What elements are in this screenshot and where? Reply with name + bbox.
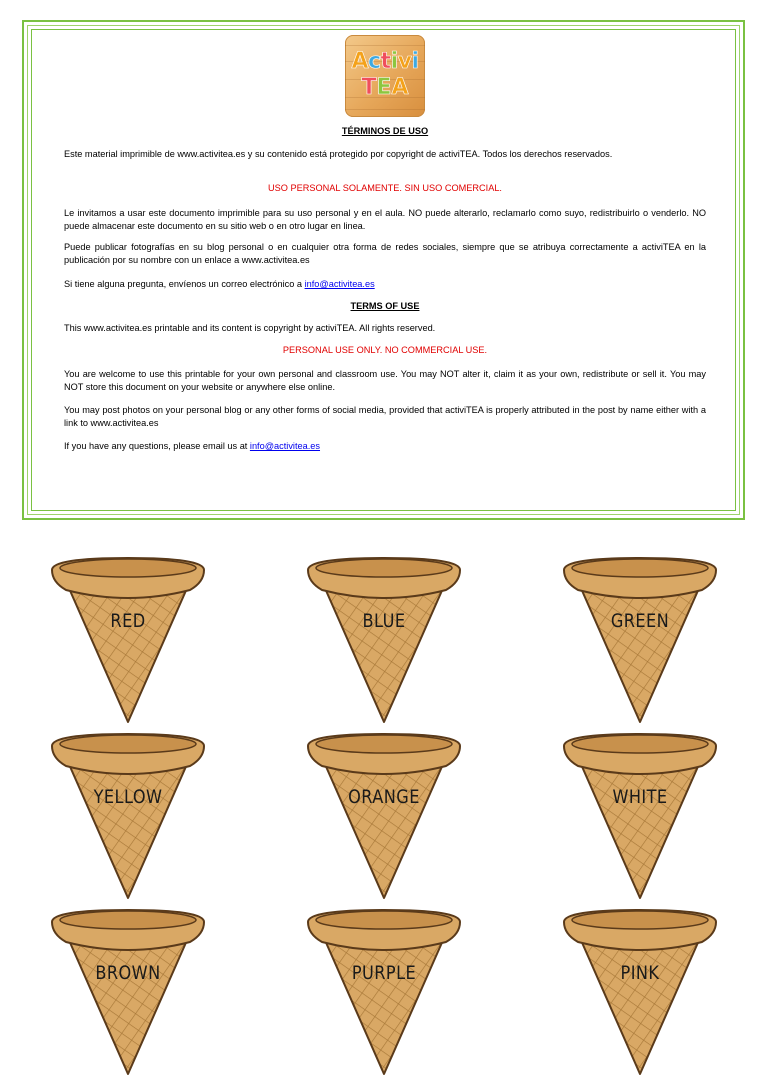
es-paragraph-use: Le invitamos a usar este documento imprimible para su uso personal y en el aula. NO puede alterarlo, reclamarlo como suyo, redistribuirlo o venderlo. NO puede almacenar este documento en su sitio web o en otro lugar en linea. bbox=[64, 208, 706, 231]
en-paragraph-social: You may post photos on your personal blog or any other forms of social media, provided that activiTEA is properly attributed in the post by name either with a link to www.activitea.es bbox=[64, 405, 706, 428]
cone-label: WHITE bbox=[612, 786, 668, 808]
en-paragraph-copyright: This www.activitea.es printable and its content is copyright by activiTEA. All rights reserved. bbox=[64, 323, 436, 333]
cone-label: RED bbox=[110, 610, 146, 632]
es-contact-text: Si tiene alguna pregunta, envíenos un correo electrónico a bbox=[64, 279, 305, 289]
ice-cream-cone-icon bbox=[304, 556, 464, 726]
cone-card-orange bbox=[304, 732, 464, 902]
en-email-link[interactable]: info@activitea.es bbox=[249, 441, 321, 451]
cone-label: YELLOW bbox=[93, 786, 163, 808]
en-contact-text: If you have any questions, please email us at bbox=[64, 441, 250, 451]
cone-card-yellow bbox=[48, 732, 208, 902]
en-heading: TERMS OF USE bbox=[350, 301, 420, 311]
es-heading: TÉRMINOS DE USO bbox=[341, 126, 429, 136]
ice-cream-cone-icon bbox=[560, 908, 720, 1078]
cone-label: PINK bbox=[620, 962, 660, 984]
ice-cream-cone-icon bbox=[304, 908, 464, 1078]
cone-card-pink bbox=[560, 908, 720, 1078]
es-email-link[interactable]: info@activitea.es bbox=[304, 279, 375, 289]
cone-label: ORANGE bbox=[348, 786, 420, 808]
cone-card-red bbox=[48, 556, 208, 726]
es-paragraph-copyright: Este material imprimible de www.activitea.es y su contenido está protegido por copyright de activiTEA. Todos los derechos reservados. bbox=[64, 149, 613, 159]
ice-cream-cone-icon bbox=[48, 732, 208, 902]
es-paragraph-social: Puede publicar fotografías en su blog personal o en cualquier otra forma de redes sociales, siempre que se atribuya correctamente a activiTEA en la publicación por su nombre con un enlace a www.activitea.es bbox=[64, 242, 706, 265]
cone-card-green bbox=[560, 556, 720, 726]
ice-cream-cone-icon bbox=[48, 908, 208, 1078]
cone-label: BLUE bbox=[362, 610, 406, 632]
ice-cream-cone-icon bbox=[560, 556, 720, 726]
cone-card-purple bbox=[304, 908, 464, 1078]
cone-card-brown bbox=[48, 908, 208, 1078]
ice-cream-cone-icon bbox=[304, 732, 464, 902]
cone-card-white bbox=[560, 732, 720, 902]
logo-line1: Activi bbox=[351, 49, 419, 74]
ice-cream-cone-icon bbox=[560, 732, 720, 902]
cone-label: PURPLE bbox=[351, 962, 417, 984]
en-paragraph-contact bbox=[64, 440, 706, 453]
terms-frame bbox=[22, 20, 745, 520]
es-notice: USO PERSONAL SOLAMENTE. SIN USO COMERCIAL. bbox=[268, 183, 502, 193]
en-paragraph-use: You are welcome to use this printable for your own personal and classroom use. You may NOT alter it, claim it as your own, redistribute or sell it. You may NOT store this document on your website or anywhere else online. bbox=[64, 369, 706, 392]
cone-card-blue bbox=[304, 556, 464, 726]
activitea-logo bbox=[345, 35, 425, 117]
cone-label: GREEN bbox=[610, 610, 670, 632]
cone-label: BROWN bbox=[95, 962, 161, 984]
logo-line2: TEA bbox=[361, 75, 409, 100]
es-paragraph-contact bbox=[64, 278, 706, 291]
en-notice: PERSONAL USE ONLY. NO COMMERCIAL USE. bbox=[282, 345, 488, 355]
ice-cream-cone-icon bbox=[48, 556, 208, 726]
